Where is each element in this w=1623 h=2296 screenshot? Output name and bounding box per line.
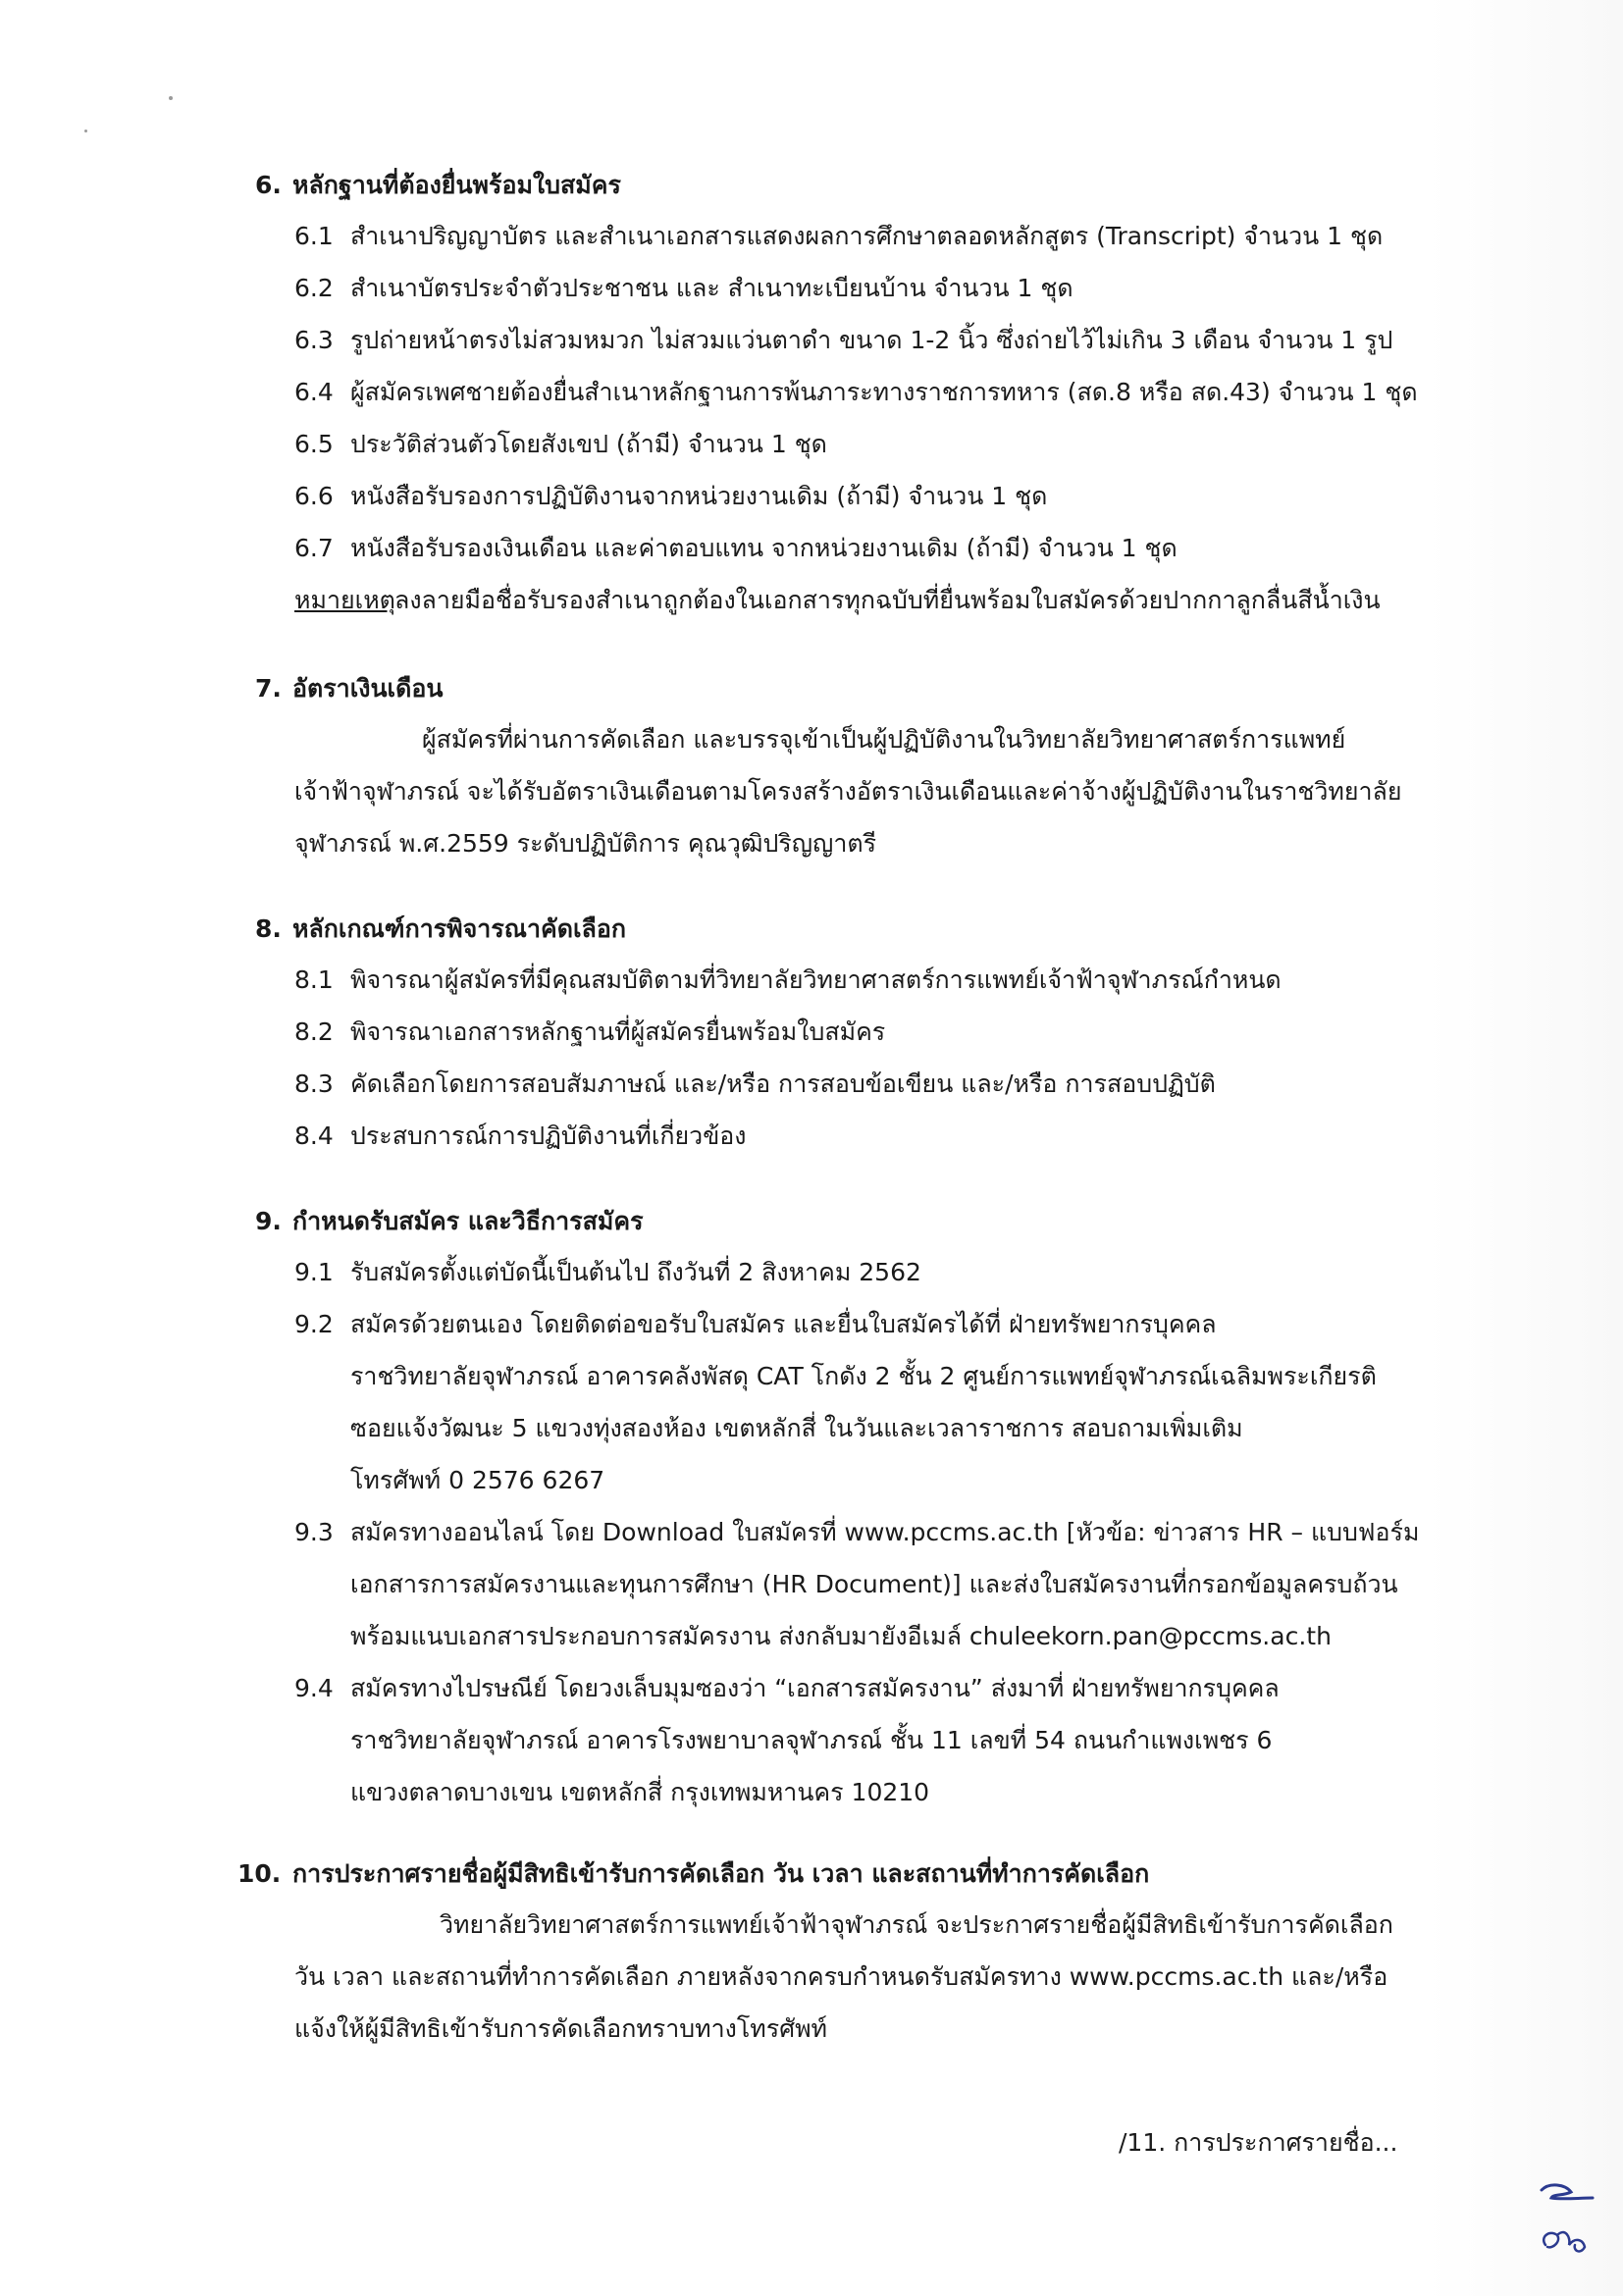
- item-text: สำเนาบัตรประจำตัวประชาชน และ สำเนาทะเบียนบ้าน จำนวน 1 ชุด: [350, 274, 1073, 302]
- item-number: 6.5: [294, 430, 334, 458]
- item-text: คัดเลือกโดยการสอบสัมภาษณ์ และ/หรือ การสอบข้อเขียน และ/หรือ การสอบปฏิบัติ: [350, 1070, 1216, 1098]
- item-number: 6.7: [294, 534, 334, 562]
- handwritten-initials-icon: [1536, 2168, 1604, 2276]
- item-number: 9.3: [294, 1518, 334, 1546]
- section-number: 9.: [255, 1207, 282, 1235]
- item-text: แขวงตลาดบางเขน เขตหลักสี่ กรุงเทพมหานคร 10210: [350, 1778, 930, 1806]
- section-number: 8.: [255, 914, 282, 943]
- item-number: 8.3: [294, 1070, 334, 1098]
- section-8-title: หลักเกณฑ์การพิจารณาคัดเลือก: [292, 914, 626, 943]
- item-number: 9.4: [294, 1674, 334, 1702]
- item-text: รับสมัครตั้งแต่บัดนี้เป็นต้นไป ถึงวันที่ 2 สิงหาคม 2562: [350, 1258, 921, 1286]
- list-item: [294, 428, 334, 461]
- item-number: 6.1: [294, 222, 334, 250]
- item-text: หนังสือรับรองการปฏิบัติงานจากหน่วยงานเดิม (ถ้ามี) จำนวน 1 ชุด: [350, 482, 1048, 510]
- item-text: สมัครทางออนไลน์ โดย Download ใบสมัครที่ www.pccms.ac.th [หัวข้อ: ข่าวสาร HR – แบบฟอร์ม: [350, 1518, 1420, 1546]
- continuation-text: /11. การประกาศรายชื่อ...: [1119, 2128, 1398, 2157]
- item-text: ราชวิทยาลัยจุฬาภรณ์ อาคารโรงพยาบาลจุฬาภรณ์ ชั้น 11 เลขที่ 54 ถนนกำแพงเพชร 6: [350, 1726, 1273, 1754]
- section-9-title: กำหนดรับสมัคร และวิธีการสมัคร: [292, 1207, 644, 1235]
- item-number: 8.1: [294, 965, 334, 994]
- item-number: 6.3: [294, 326, 334, 354]
- item-text: โทรศัพท์ 0 2576 6267: [350, 1466, 605, 1494]
- paragraph-line: ผู้สมัครที่ผ่านการคัดเลือก และบรรจุเข้าเป็นผู้ปฏิบัติงานในวิทยาลัยวิทยาศาสตร์การแพทย์: [422, 725, 1346, 754]
- item-number: 8.2: [294, 1018, 334, 1046]
- list-item: [294, 480, 334, 513]
- item-text: ประวัติส่วนตัวโดยสังเขป (ถ้ามี) จำนวน 1 ชุด: [350, 430, 827, 458]
- paragraph-line: วิทยาลัยวิทยาศาสตร์การแพทย์เจ้าฟ้าจุฬาภรณ์ จะประกาศรายชื่อผู้มีสิทธิเข้ารับการคัดเลือก: [440, 1910, 1393, 1939]
- item-number: 9.2: [294, 1310, 334, 1338]
- section-6-heading: [255, 169, 282, 202]
- list-item: [294, 220, 334, 253]
- scan-speck: [84, 130, 87, 132]
- item-text: ราชวิทยาลัยจุฬาภรณ์ อาคารคลังพัสดุ CAT โกดัง 2 ชั้น 2 ศูนย์การแพทย์จุฬาภรณ์เฉลิมพระเกียรติ: [350, 1362, 1377, 1390]
- item-text: ซอยแจ้งวัฒนะ 5 แขวงทุ่งสองห้อง เขตหลักสี่ ในวันและเวลาราชการ สอบถามเพิ่มเติม: [350, 1414, 1243, 1442]
- note-text: ลงลายมือชื่อรับรองสำเนาถูกต้องในเอกสารทุกฉบับที่ยื่นพร้อมใบสมัครด้วยปากกาลูกลื่นสีน้ำเงิน: [394, 586, 1381, 614]
- item-number: 6.4: [294, 378, 334, 406]
- item-text: สำเนาปริญญาบัตร และสำเนาเอกสารแสดงผลการศึกษาตลอดหลักสูตร (Transcript) จำนวน 1 ชุด: [350, 222, 1384, 250]
- item-text: พิจารณาเอกสารหลักฐานที่ผู้สมัครยื่นพร้อมใบสมัคร: [350, 1018, 886, 1046]
- scan-edge-shade: [1427, 0, 1623, 2296]
- item-number: 9.1: [294, 1258, 334, 1286]
- paragraph-line: แจ้งให้ผู้มีสิทธิเข้ารับการคัดเลือกทราบทางโทรศัพท์: [294, 2014, 828, 2043]
- paragraph-line: วัน เวลา และสถานที่ทำการคัดเลือก ภายหลังจากครบกำหนดรับสมัครทาง www.pccms.ac.th และ/หรือ: [294, 1962, 1388, 1991]
- scan-speck: [169, 96, 173, 100]
- item-text: รูปถ่ายหน้าตรงไม่สวมหมวก ไม่สวมแว่นตาดำ ขนาด 1-2 นิ้ว ซึ่งถ่ายไว้ไม่เกิน 3 เดือน จำนวน 1 รูป: [350, 326, 1393, 354]
- paragraph-line: เจ้าฟ้าจุฬาภรณ์ จะได้รับอัตราเงินเดือนตามโครงสร้างอัตราเงินเดือนและค่าจ้างผู้ปฏิบัติงานในราชวิทยาลัย: [294, 777, 1402, 806]
- section-7-title: อัตราเงินเดือน: [292, 674, 444, 703]
- item-text: พิจารณาผู้สมัครที่มีคุณสมบัติตามที่วิทยาลัยวิทยาศาสตร์การแพทย์เจ้าฟ้าจุฬาภรณ์กำหนด: [350, 965, 1282, 994]
- item-number: 6.2: [294, 274, 334, 302]
- list-item: [294, 376, 334, 409]
- item-number: 6.6: [294, 482, 334, 510]
- item-text: ประสบการณ์การปฏิบัติงานที่เกี่ยวข้อง: [350, 1122, 747, 1150]
- item-text: เอกสารการสมัครงานและทุนการศึกษา (HR Document)] และส่งใบสมัครงานที่กรอกข้อมูลครบถ้วน: [350, 1570, 1398, 1598]
- note-label: หมายเหตุ: [294, 586, 395, 614]
- item-number: 8.4: [294, 1122, 334, 1150]
- section-number: 6.: [255, 171, 282, 199]
- section-number: 7.: [255, 674, 282, 703]
- paragraph-line: จุฬาภรณ์ พ.ศ.2559 ระดับปฏิบัติการ คุณวุฒิปริญญาตรี: [294, 829, 877, 858]
- section-6-title: หลักฐานที่ต้องยื่นพร้อมใบสมัคร: [292, 171, 621, 199]
- item-text: ผู้สมัครเพศชายต้องยื่นสำเนาหลักฐานการพ้นภาระทางราชการทหาร (สด.8 หรือ สด.43) จำนวน 1 ชุด: [350, 378, 1418, 406]
- item-text: พร้อมแนบเอกสารประกอบการสมัครงาน ส่งกลับมายังอีเมล์ chuleekorn.pan@pccms.ac.th: [350, 1622, 1332, 1650]
- item-text: หนังสือรับรองเงินเดือน และค่าตอบแทน จากหน่วยงานเดิม (ถ้ามี) จำนวน 1 ชุด: [350, 534, 1178, 562]
- list-item: [294, 272, 334, 305]
- list-item: [294, 532, 334, 565]
- section-number: 10.: [237, 1859, 282, 1888]
- item-text: สมัครด้วยตนเอง โดยติดต่อขอรับใบสมัคร และยื่นใบสมัครได้ที่ ฝ่ายทรัพยากรบุคคล: [350, 1310, 1217, 1338]
- section-10-title: การประกาศรายชื่อผู้มีสิทธิเข้ารับการคัดเลือก วัน เวลา และสถานที่ทำการคัดเลือก: [292, 1859, 1150, 1888]
- item-text: สมัครทางไปรษณีย์ โดยวงเล็บมุมซองว่า “เอกสารสมัครงาน” ส่งมาที่ ฝ่ายทรัพยากรบุคคล: [350, 1674, 1280, 1702]
- list-item: [294, 324, 334, 357]
